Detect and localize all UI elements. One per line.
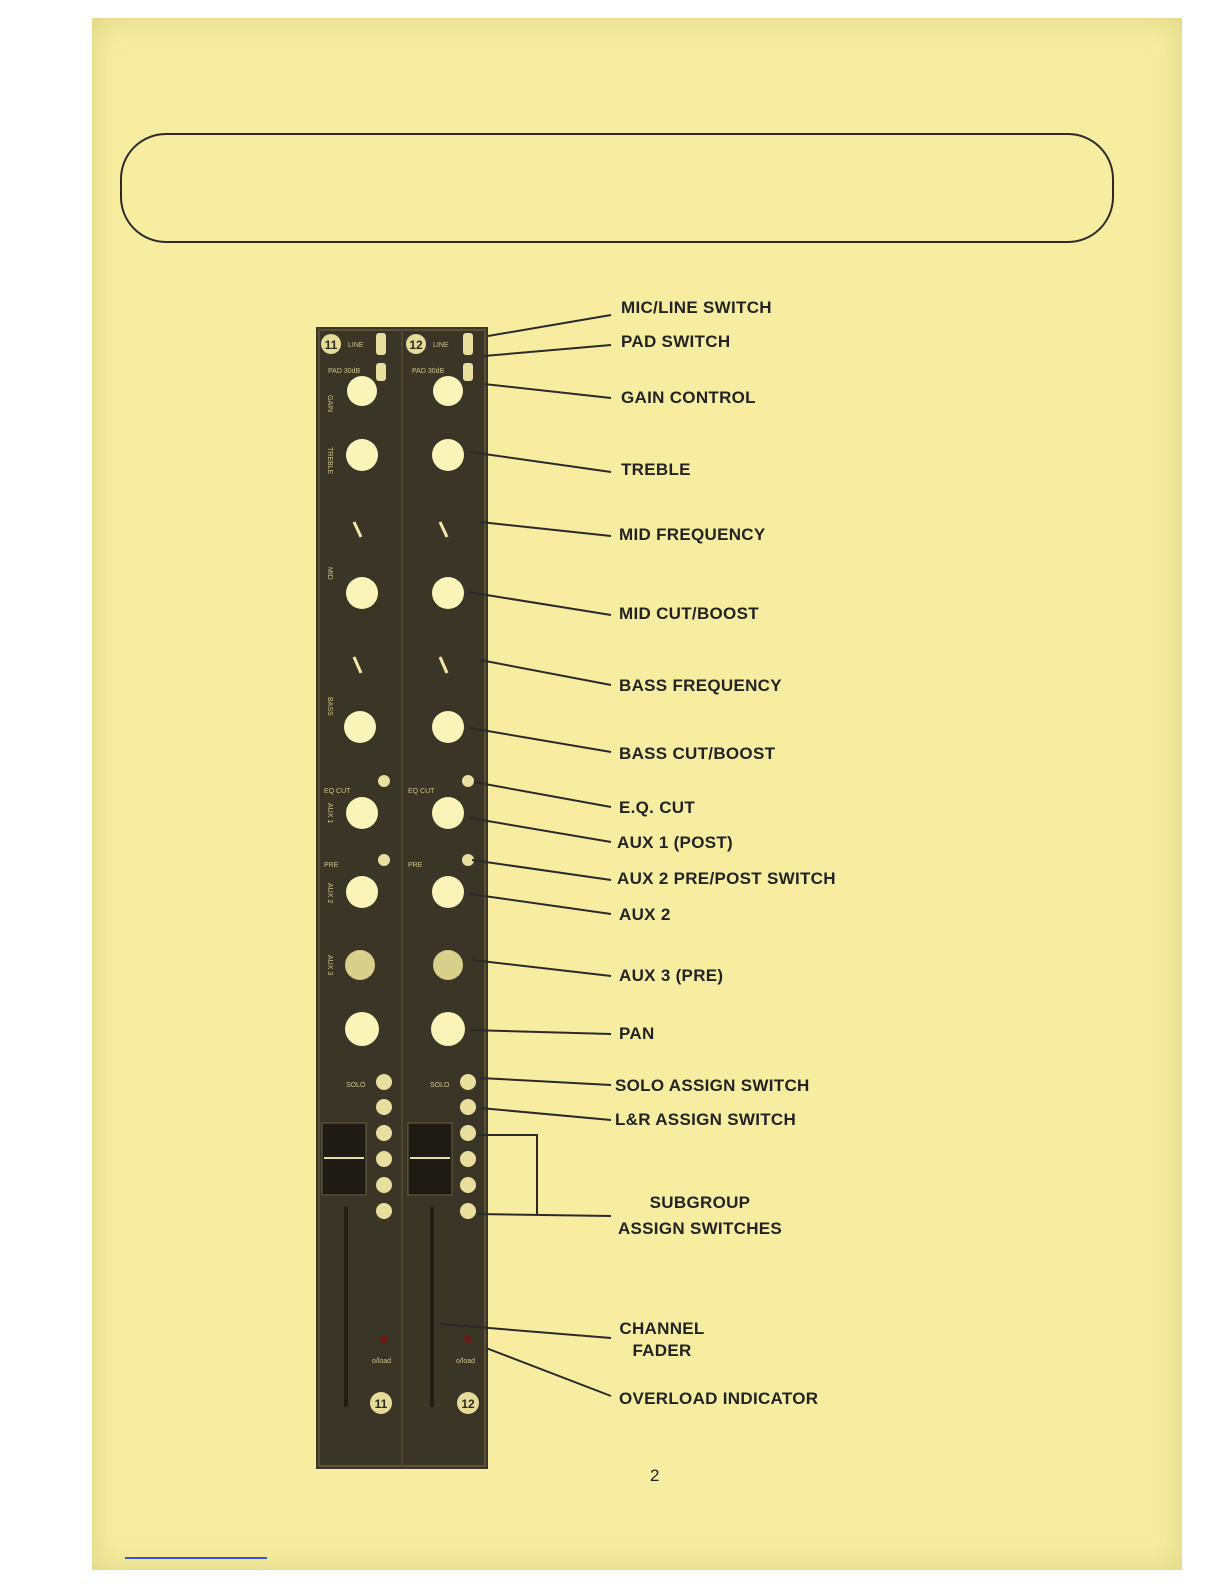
label-lr-assign-switch: L&R ASSIGN SWITCH — [615, 1110, 797, 1129]
label-aux2-pre-post-switch: AUX 2 PRE/POST SWITCH — [617, 869, 836, 888]
channel-11-overload-label: o/load — [372, 1358, 392, 1365]
bottom-blue-line — [125, 1557, 267, 1559]
label-pan: PAN — [619, 1024, 655, 1043]
channel-12-line-label: LINE — [433, 342, 449, 349]
label-mic-line-switch: MIC/LINE SWITCH — [621, 298, 772, 317]
channel-11-number: 11 — [324, 338, 338, 352]
channel-12-eq-cut-label: EQ CUT — [408, 788, 435, 795]
section-label-aux3: AUX 3 — [326, 955, 333, 976]
channel-11-pad-label: PAD 30dB — [328, 368, 361, 375]
channel-12-number: 12 — [409, 338, 423, 352]
channel-12-bottom-number: 12 — [461, 1397, 475, 1411]
label-mid-cut-boost: MID CUT/BOOST — [619, 604, 759, 623]
section-label-aux2: AUX 2 — [326, 883, 333, 904]
section-label-gain: GAIN — [326, 395, 333, 413]
label-overload-indicator: OVERLOAD INDICATOR — [619, 1389, 819, 1408]
channel-12-pad-label: PAD 30dB — [412, 368, 445, 375]
label-subgroup-assign-switches — [612, 1190, 788, 1242]
label-bass-frequency: BASS FREQUENCY — [619, 676, 782, 695]
label-channel-fader-line2: FADER — [632, 1341, 692, 1360]
label-solo-assign-switch: SOLO ASSIGN SWITCH — [615, 1076, 810, 1095]
label-bass-cut-boost: BASS CUT/BOOST — [619, 744, 776, 763]
section-label-treble: TREBLE — [326, 447, 333, 475]
section-label-mid: MID — [326, 567, 333, 580]
channel-11-bottom-number: 11 — [374, 1397, 388, 1411]
channel-12-solo-label: SOLO — [430, 1082, 450, 1089]
channel-11-solo-label: SOLO — [346, 1082, 366, 1089]
channel-12-overload-label: o/load — [456, 1358, 476, 1365]
section-label-aux1: AUX 1 — [326, 803, 333, 824]
label-channel-fader-line1: CHANNEL — [619, 1319, 705, 1338]
label-aux3-pre: AUX 3 (PRE) — [619, 966, 724, 985]
label-channel-fader — [612, 1318, 712, 1362]
label-treble: TREBLE — [621, 460, 691, 479]
section-label-bass: BASS — [326, 697, 333, 716]
label-eq-cut: E.Q. CUT — [619, 798, 696, 817]
channel-12-pre-label: PRE — [408, 862, 423, 869]
label-aux1-post: AUX 1 (POST) — [617, 833, 734, 852]
label-gain-control: GAIN CONTROL — [621, 388, 756, 407]
channel-11-pre-label: PRE — [324, 862, 339, 869]
channel-11-line-label: LINE — [348, 342, 364, 349]
label-pad-switch: PAD SWITCH — [621, 332, 731, 351]
label-subgroup-line1: SUBGROUP — [649, 1193, 751, 1212]
page-number: 2 — [650, 1466, 660, 1485]
label-mid-frequency: MID FREQUENCY — [619, 525, 766, 544]
label-aux2: AUX 2 — [619, 905, 671, 924]
channel-11-eq-cut-label: EQ CUT — [324, 788, 351, 795]
label-subgroup-line2: ASSIGN SWITCHES — [617, 1219, 783, 1238]
